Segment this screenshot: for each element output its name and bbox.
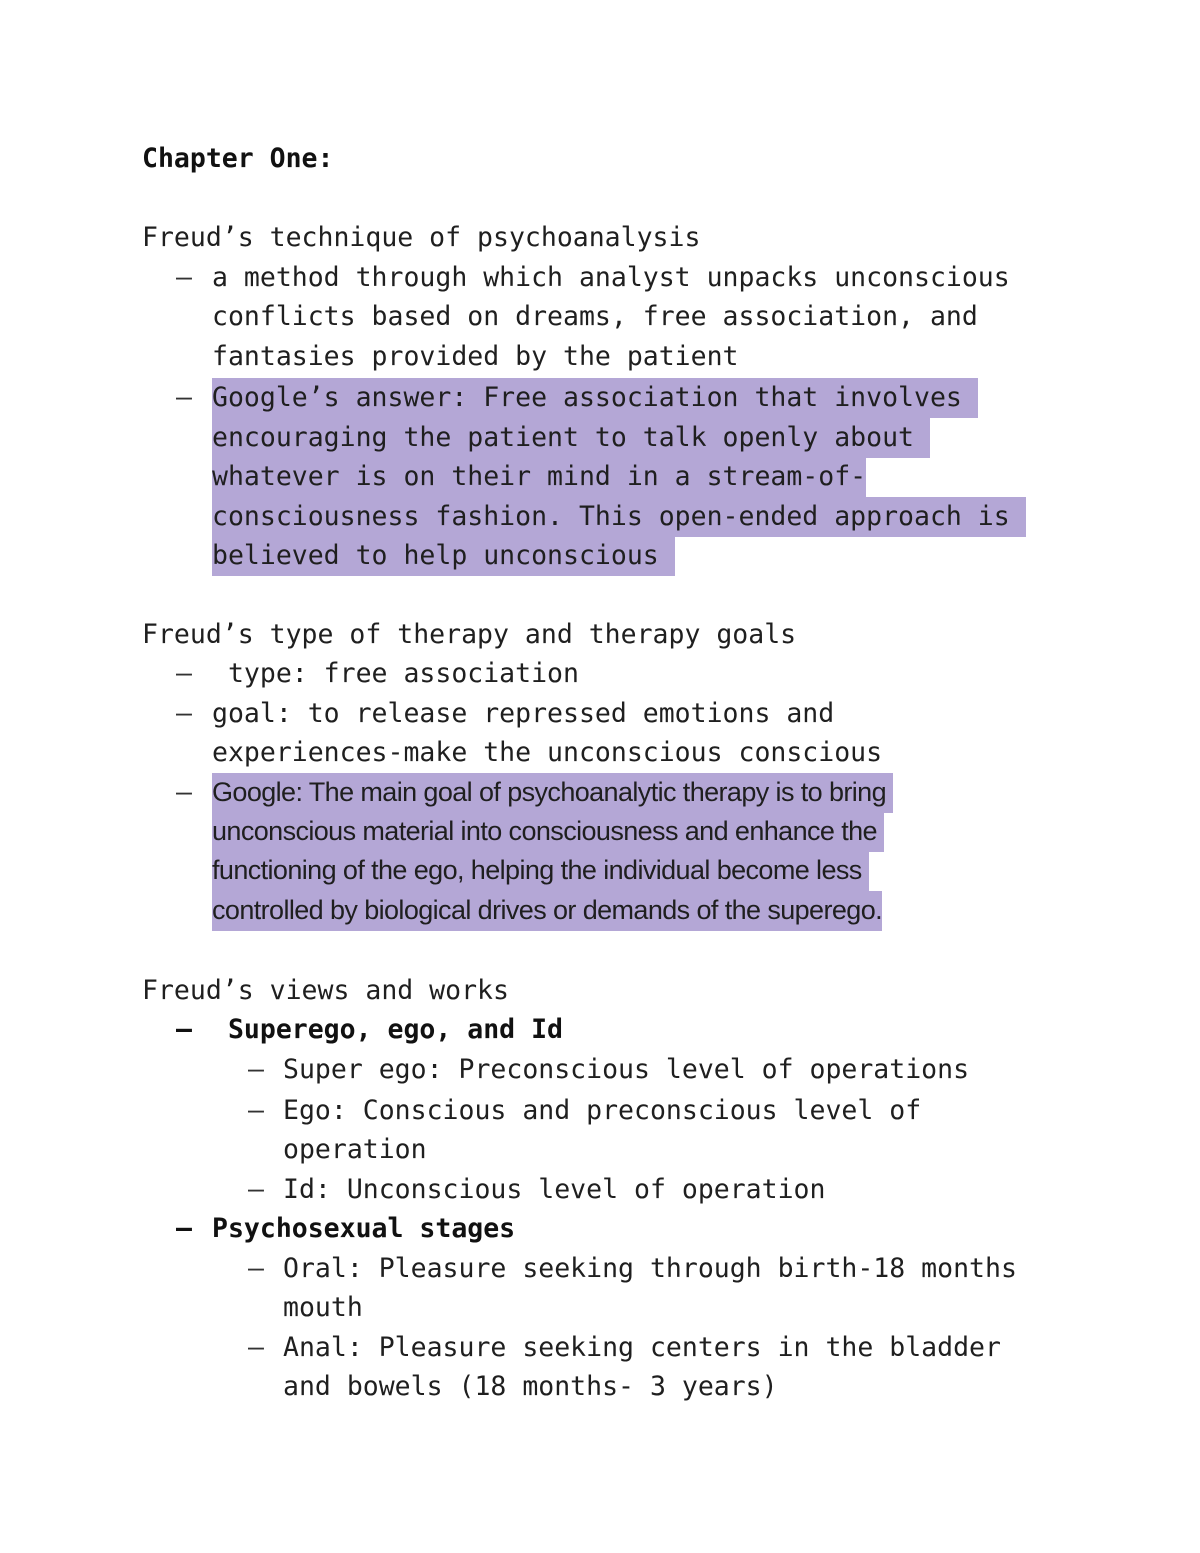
sub-bullet-dash: –	[248, 1095, 264, 1126]
sub-bullet-text: and bowels (18 months- 3 years)	[283, 1371, 778, 1402]
bullet-dash: –	[176, 1014, 192, 1045]
subheading-text: Psychosexual stages	[212, 1213, 516, 1244]
highlighted-text: controlled by biological drives or demands of the superego.	[212, 891, 882, 931]
sub-bullet-text: Super ego: Preconscious level of operations	[283, 1054, 970, 1085]
section-heading: Freud’s technique of psychoanalysis	[142, 222, 701, 253]
highlighted-text: encouraging the patient to talk openly about	[212, 418, 930, 458]
bullet-dash: –	[176, 658, 192, 689]
section-heading: Freud’s views and works	[142, 975, 509, 1006]
sub-bullet-text: Id: Unconscious level of operation	[283, 1174, 826, 1205]
chapter-title: Chapter One:	[142, 143, 334, 174]
bullet-dash: –	[176, 1213, 192, 1244]
sub-bullet-text: Anal: Pleasure seeking centers in the bladder	[283, 1332, 1001, 1363]
bullet-text: experiences-make the unconscious conscious	[212, 737, 883, 768]
bullet-dash: –	[176, 382, 192, 413]
section-heading: Freud’s type of therapy and therapy goals	[142, 619, 797, 650]
bullet-dash: –	[176, 777, 192, 808]
sub-bullet-dash: –	[248, 1054, 264, 1085]
highlighted-text: unconscious material into consciousness and enhance the	[212, 812, 884, 852]
sub-bullet-text: mouth	[283, 1292, 363, 1323]
sub-bullet-text: operation	[283, 1134, 427, 1165]
sub-bullet-dash: –	[248, 1253, 264, 1284]
bullet-dash: –	[176, 262, 192, 293]
highlighted-text: consciousness fashion. This open-ended approach is	[212, 497, 1026, 537]
highlighted-text: whatever is on their mind in a stream-of-	[212, 457, 866, 497]
sub-bullet-text: Ego: Conscious and preconscious level of	[283, 1095, 922, 1126]
highlighted-text: believed to help unconscious	[212, 536, 675, 576]
bullet-text: a method through which analyst unpacks unconscious	[212, 262, 1010, 293]
bullet-text: conflicts based on dreams, free association, and	[212, 301, 978, 332]
sub-bullet-dash: –	[248, 1332, 264, 1363]
highlighted-text: Google: The main goal of psychoanalytic therapy is to bring	[212, 773, 893, 813]
sub-bullet-dash: –	[248, 1174, 264, 1205]
bullet-text: type: free association	[212, 658, 579, 689]
subheading-text: Superego, ego, and Id	[212, 1014, 563, 1045]
highlighted-text: functioning of the ego, helping the individual become less	[212, 851, 869, 891]
bullet-dash: –	[176, 698, 192, 729]
sub-bullet-text: Oral: Pleasure seeking through birth-18 months	[283, 1253, 1017, 1284]
bullet-text: goal: to release repressed emotions and	[212, 698, 835, 729]
highlighted-text: Google’s answer: Free association that involves	[212, 378, 978, 418]
bullet-text: fantasies provided by the patient	[212, 341, 739, 372]
